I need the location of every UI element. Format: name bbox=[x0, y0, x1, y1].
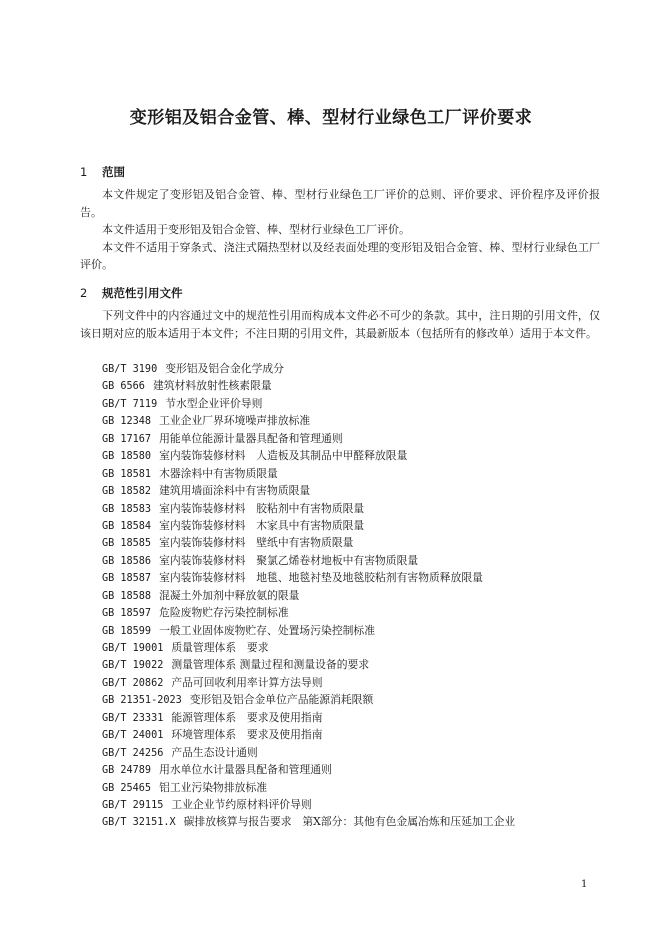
reference-item bbox=[102, 360, 515, 377]
section-1-title: 范围 bbox=[102, 165, 126, 179]
scope-paragraph-1: 本文件规定了变形铝及铝合金管、棒、型材行业绿色工厂评价的总则、评价要求、评价程序及评价报告。 bbox=[80, 188, 600, 219]
reference-code: GB 18582 bbox=[102, 486, 152, 498]
reference-item bbox=[102, 796, 515, 813]
reference-code: GB 25465 bbox=[102, 782, 152, 794]
reference-name: 产品可回收利用率计算方法导则 bbox=[171, 675, 323, 689]
references-intro: 下列文件中的内容通过文中的规范性引用而构成本文件必不可少的条款。其中，注日期的引用文件，仅该日期对应的版本适用于本文件；不注日期的引用文件，其最新版本（包括所有的修改单）适用于本文件。 bbox=[80, 309, 600, 340]
reference-item bbox=[102, 639, 515, 656]
scope-paragraph-3: 本文件不适用于穿条式、浇注式隔热型材以及经表面处理的变形铝及铝合金管、棒、型材行业绿色工厂评价。 bbox=[80, 240, 600, 271]
reference-name: 室内装饰装修材料 木家具中有害物质限量 bbox=[159, 518, 365, 532]
reference-name: 产品生态设计通则 bbox=[171, 745, 258, 759]
reference-name: 变形铝及铝合金单位产品能源消耗限额 bbox=[189, 693, 374, 707]
reference-code: GB 18581 bbox=[102, 468, 152, 480]
reference-list bbox=[102, 360, 515, 831]
reference-name: 木器涂料中有害物质限量 bbox=[159, 466, 278, 480]
reference-item bbox=[102, 779, 515, 796]
reference-code: GB 18583 bbox=[102, 503, 152, 515]
reference-name: 工业企业节约原材料评价导则 bbox=[171, 797, 312, 811]
reference-item bbox=[102, 674, 515, 691]
reference-item bbox=[102, 744, 515, 761]
reference-name: 建筑用墙面涂料中有害物质限量 bbox=[159, 484, 311, 498]
reference-name: 变形铝及铝合金化学成分 bbox=[165, 362, 284, 375]
reference-name: 室内装饰装修材料 壁纸中有害物质限量 bbox=[159, 536, 354, 550]
reference-code: GB 6566 bbox=[102, 381, 145, 393]
reference-code: GB 18597 bbox=[102, 608, 152, 620]
page-number: 1 bbox=[581, 879, 588, 890]
reference-code: GB 18588 bbox=[102, 590, 152, 602]
reference-item bbox=[102, 761, 515, 778]
reference-code: GB/T 19001 bbox=[102, 643, 164, 654]
reference-name: 碳排放核算与报告要求 第X部分：其他有色金属冶炼和压延加工企业 bbox=[183, 815, 516, 829]
reference-item bbox=[102, 395, 515, 412]
reference-item bbox=[102, 377, 515, 394]
reference-item bbox=[102, 534, 515, 551]
reference-name: 节水型企业评价导则 bbox=[165, 396, 263, 410]
reference-name: 一般工业固体废物贮存、处置场污染控制标准 bbox=[159, 623, 376, 637]
reference-code: GB 18584 bbox=[102, 520, 152, 532]
reference-name: 混凝土外加剂中释放氨的限量 bbox=[159, 588, 300, 602]
scope-paragraph-2: 本文件适用于变形铝及铝合金管、棒、型材行业绿色工厂评价。 bbox=[102, 223, 410, 236]
reference-code: GB 17167 bbox=[102, 433, 152, 445]
reference-code: GB/T 20862 bbox=[102, 677, 164, 689]
reference-name: 危险废物贮存污染控制标准 bbox=[159, 606, 289, 620]
reference-item bbox=[102, 691, 515, 708]
reference-item bbox=[102, 656, 515, 673]
reference-code: GB 18587 bbox=[102, 573, 152, 585]
reference-item bbox=[102, 726, 515, 743]
reference-code: GB 18586 bbox=[102, 555, 152, 567]
section-1-body bbox=[80, 186, 600, 274]
reference-name: 室内装饰装修材料 地毯、地毯衬垫及地毯胶粘剂有害物质释放限量 bbox=[159, 571, 483, 585]
reference-name: 铝工业污染物排放标准 bbox=[159, 780, 268, 794]
reference-name: 测量管理体系 测量过程和测量设备的要求 bbox=[171, 658, 370, 672]
section-2-body bbox=[80, 307, 600, 342]
reference-name: 工业企业厂界环境噪声排放标准 bbox=[159, 414, 311, 428]
reference-code: GB 18585 bbox=[102, 538, 152, 550]
reference-name: 室内装饰装修材料 人造板及其制品中甲醛释放限量 bbox=[159, 449, 408, 463]
reference-item bbox=[102, 447, 515, 464]
reference-code: GB/T 19022 bbox=[102, 660, 164, 672]
document-title: 变形铝及铝合金管、棒、型材行业绿色工厂评价要求 bbox=[129, 108, 533, 128]
reference-item bbox=[102, 430, 515, 447]
section-2-number: 2 bbox=[80, 286, 88, 300]
section-2-title: 规范性引用文件 bbox=[102, 286, 183, 300]
reference-code: GB/T 3190 bbox=[102, 364, 158, 375]
reference-code: GB/T 29115 bbox=[102, 799, 164, 811]
reference-code: GB/T 32151.X bbox=[102, 817, 176, 829]
reference-code: GB 18599 bbox=[102, 625, 152, 637]
reference-name: 室内装饰装修材料 聚氯乙烯卷材地板中有害物质限量 bbox=[159, 553, 419, 567]
reference-item bbox=[102, 604, 515, 621]
reference-name: 用水单位水计量器具配备和管理通则 bbox=[159, 763, 332, 777]
reference-item bbox=[102, 517, 515, 534]
reference-item bbox=[102, 552, 515, 569]
reference-item bbox=[102, 500, 515, 517]
section-1-number: 1 bbox=[80, 165, 88, 179]
reference-item bbox=[102, 569, 515, 586]
reference-code: GB/T 23331 bbox=[102, 712, 164, 724]
reference-code: GB 12348 bbox=[102, 416, 152, 428]
reference-name: 用能单位能源计量器具配备和管理通则 bbox=[159, 431, 343, 445]
reference-code: GB/T 24256 bbox=[102, 747, 164, 759]
reference-name: 环境管理体系 要求及使用指南 bbox=[171, 728, 323, 742]
reference-code: GB/T 7119 bbox=[102, 398, 158, 410]
reference-item bbox=[102, 709, 515, 726]
reference-item bbox=[102, 482, 515, 499]
reference-item bbox=[102, 587, 515, 604]
reference-name: 质量管理体系 要求 bbox=[171, 641, 269, 654]
reference-code: GB 18580 bbox=[102, 451, 152, 463]
section-1-heading bbox=[80, 164, 125, 180]
reference-item bbox=[102, 813, 515, 830]
reference-item bbox=[102, 465, 515, 482]
reference-code: GB 24789 bbox=[102, 765, 152, 777]
reference-name: 建筑材料放射性核素限量 bbox=[152, 379, 272, 393]
reference-item bbox=[102, 622, 515, 639]
reference-name: 能源管理体系 要求及使用指南 bbox=[171, 710, 323, 724]
section-2-heading bbox=[80, 285, 183, 301]
reference-code: GB/T 24001 bbox=[102, 730, 164, 742]
reference-code: GB 21351-2023 bbox=[102, 695, 182, 707]
reference-item bbox=[102, 412, 515, 429]
reference-name: 室内装饰装修材料 胶粘剂中有害物质限量 bbox=[159, 501, 365, 515]
